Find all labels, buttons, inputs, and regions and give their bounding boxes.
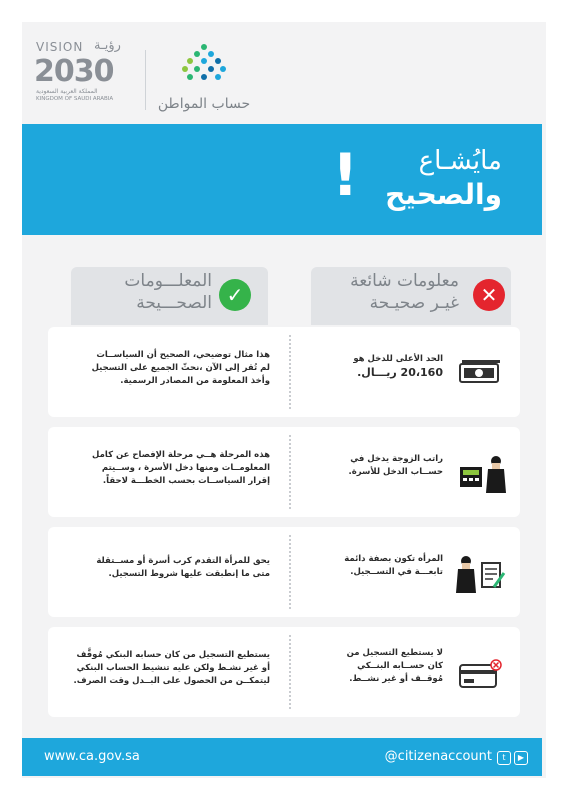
correct-header-line1: المعلـــومات	[124, 271, 212, 291]
correct-check-icon: ✓	[219, 279, 251, 311]
row-divider	[289, 535, 291, 609]
row-divider	[289, 635, 291, 709]
wrong-text: المرأه تكون بصفة دائمة تابعـــة في التســجيل.	[344, 554, 443, 577]
citizen-account-name: حساب المواطن	[157, 96, 251, 112]
comparison-row	[48, 527, 520, 617]
vision-word: VISION	[36, 40, 84, 54]
woman-document-icon	[452, 553, 508, 593]
correct-info-header	[71, 267, 268, 325]
vision-2030-logo	[36, 40, 128, 110]
money-icon	[452, 352, 508, 392]
title-banner	[22, 124, 542, 235]
logo-divider	[145, 50, 146, 110]
twitter-icon[interactable]: t	[497, 751, 511, 765]
wrong-header-line2: غيـر صحيـحة	[369, 293, 459, 313]
comparison-row	[48, 427, 520, 517]
header-logos	[22, 22, 546, 122]
correct-text: هذا مثال توضيحي، الصحيح أن السياســات لم تُقر إلى الآن ،نحثّ الجميع على التسجيل وأخذ المعلومة من المصادر الرسمية.	[91, 350, 270, 386]
bank-card-icon	[452, 653, 508, 693]
citizen-account-logo	[154, 38, 254, 118]
vision-kingdom-en: KINGDOM OF SAUDI ARABIA	[36, 96, 114, 102]
woman-calculator-icon	[452, 453, 508, 493]
correct-text: هذه المرحلة هــي مرحلة الإفصاح عن كامل المعلومــات ومنها دخل الأسرة ، وســيتم إقرار السياســات بحسب الخطـــة لاحقاً.	[92, 450, 270, 486]
social-handle[interactable]: @citizenaccount	[384, 749, 492, 764]
vision-year: 2030	[34, 54, 114, 89]
correct-header-line2: الصحـــيحة	[136, 293, 212, 313]
citizen-account-emblem-icon	[182, 42, 226, 88]
footer-bar	[22, 738, 542, 776]
wrong-x-icon: ✕	[473, 279, 505, 311]
wrong-text: لا يستطيع التسجيل من كان حســابه البنــكي مُوقــف أو غير نشــط.	[346, 648, 443, 684]
correct-text: يحق للمرأة التقدم كرب أسرة أو مســتقلة متى ما إنطبقت عليها شروط التسجيل.	[96, 556, 270, 579]
comparison-row	[48, 627, 520, 717]
row-divider	[289, 335, 291, 409]
vision-kingdom-ar: المملكة العربية السعودية	[36, 88, 98, 95]
banner-title-line1: مايُشـاع	[418, 146, 502, 176]
wrong-text: راتب الزوجة يدخل في حســاب الدخل للأسرة.	[348, 454, 443, 477]
wrong-info-header	[311, 267, 511, 325]
exclamation-mark: !	[332, 141, 359, 209]
vision-arabic: رؤيـة	[94, 38, 121, 53]
comparison-row	[48, 327, 520, 417]
wrong-header-line1: معلومات شائعة	[350, 271, 459, 291]
website-link[interactable]: www.ca.gov.sa	[44, 749, 140, 764]
youtube-icon[interactable]: ▶	[514, 751, 528, 765]
banner-title-line2: والصحيح	[385, 178, 502, 211]
correct-text: يستطيع التسجيل من كان حسابه البنكي مُوقَّف أو غير نشـط ولكن عليه تنشيط الحساب البنكي ليتمكــن من الحصول على البــدل وقت الصرف.	[73, 650, 270, 686]
wrong-text: الحد الأعلى للدخل هو 20،160 ريـــال.	[353, 354, 443, 379]
row-divider	[289, 435, 291, 509]
